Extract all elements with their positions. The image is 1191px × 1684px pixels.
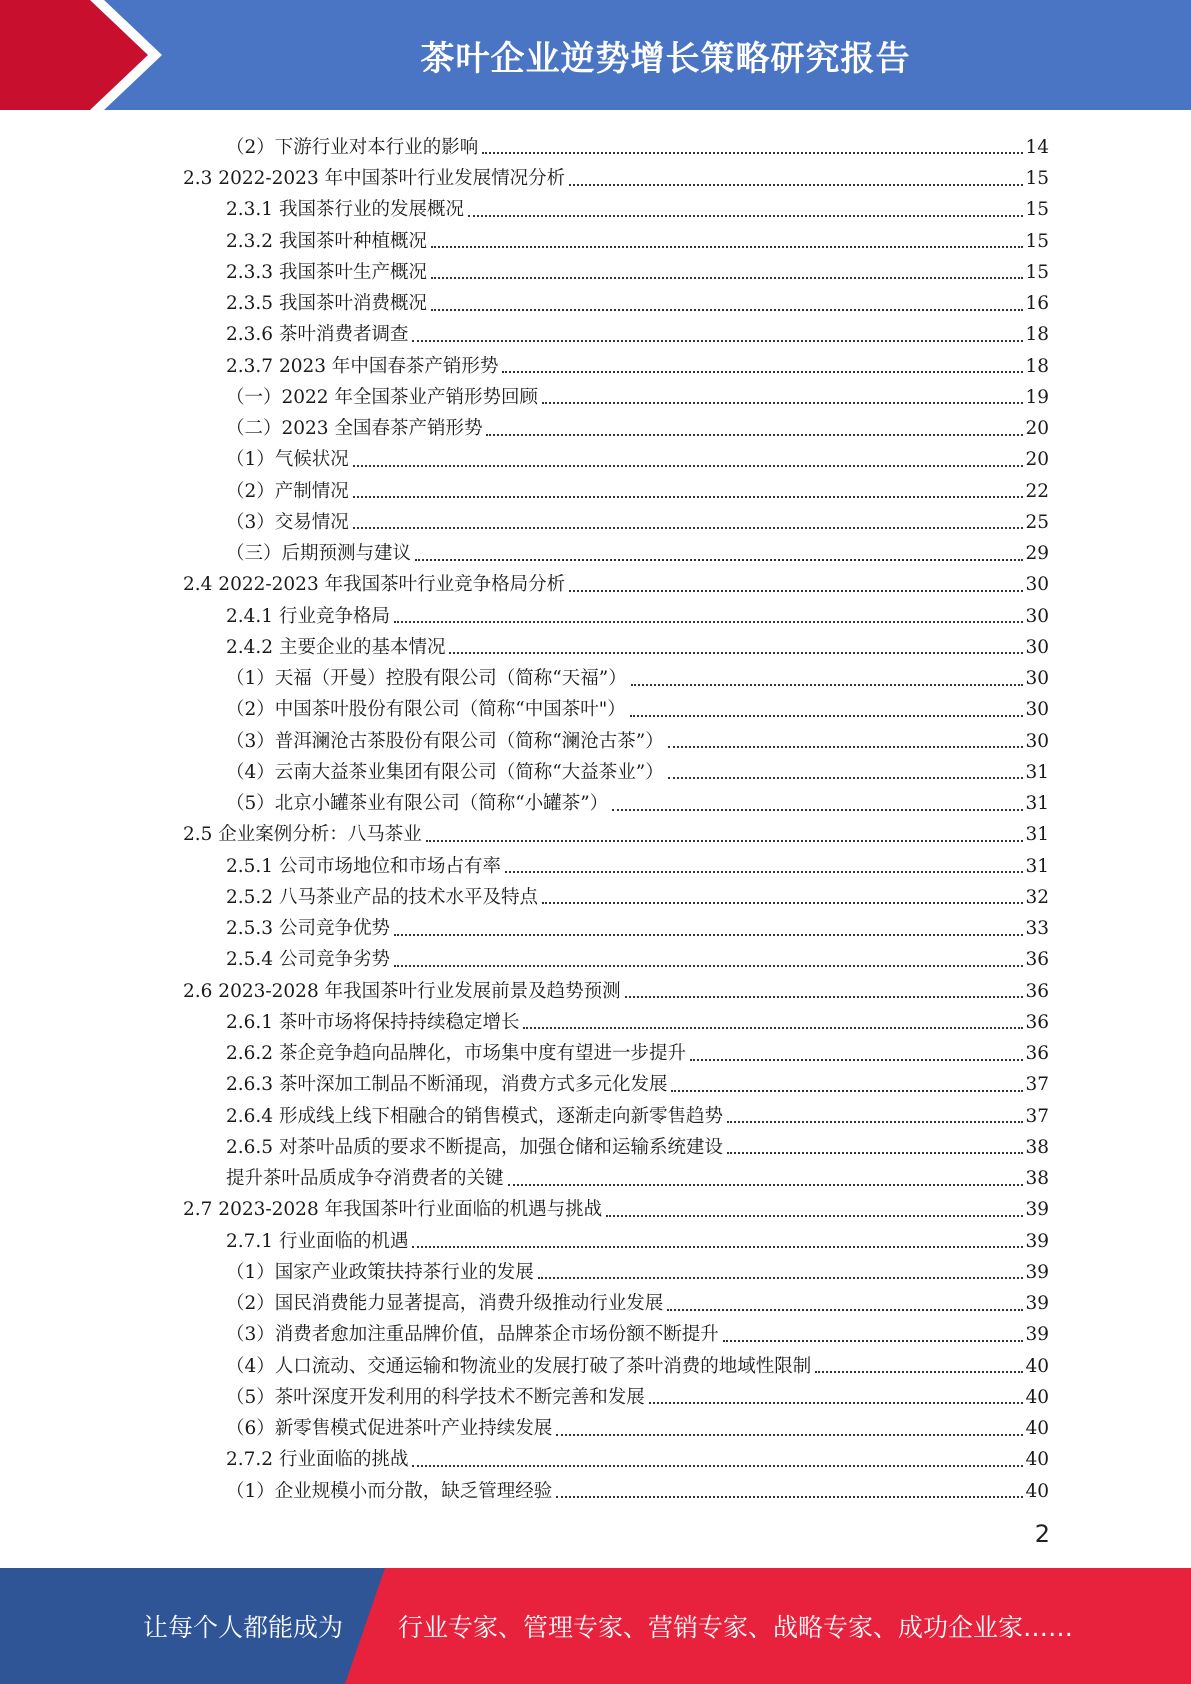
toc-entry [183, 1191, 1049, 1222]
toc-entry-label: 2.3.6 茶叶消费者调查 [226, 324, 409, 346]
toc-leader-dots [449, 652, 1023, 654]
toc-leader-dots [412, 1246, 1023, 1248]
toc-entry-label: 2.4 2022-2023 年我国茶叶行业竞争格局分析 [183, 574, 566, 596]
toc-entry [183, 409, 1049, 440]
toc-leader-dots [431, 277, 1023, 279]
toc-entry [183, 1441, 1049, 1472]
toc-leader-dots [625, 996, 1024, 998]
toc-leader-dots [394, 621, 1023, 623]
toc-entry [183, 597, 1049, 628]
toc-entry-page: 14 [1025, 136, 1049, 158]
toc-entry-label: 2.6.1 茶叶市场将保持持续稳定增长 [226, 1011, 520, 1033]
toc-entry [183, 1316, 1049, 1347]
toc-entry-label: 2.6.2 茶企竞争趋向品牌化，市场集中度有望进一步提升 [226, 1043, 686, 1064]
toc-leader-dots [667, 1309, 1023, 1311]
toc-entry-label: 提升茶叶品质成争夺消费者的关键 [226, 1168, 504, 1189]
toc-entry [183, 972, 1049, 1003]
toc-leader-dots [415, 559, 1023, 561]
toc-entry-page: 22 [1025, 480, 1049, 502]
toc-entry-label: （3）消费者愈加注重品牌价值，品牌茶企市场份额不断提升 [226, 1324, 719, 1346]
toc-entry [183, 191, 1049, 222]
toc-entry-label: 2.5.2 八马茶业产品的技术水平及特点 [226, 886, 538, 908]
toc-entry-page: 19 [1025, 386, 1049, 408]
toc-entry [183, 316, 1049, 347]
toc-entry-page: 31 [1025, 824, 1049, 846]
toc-entry-page: 36 [1025, 949, 1049, 971]
toc-entry-label: 2.7.1 行业面临的机遇 [226, 1230, 409, 1252]
toc-entry-page: 39 [1025, 1199, 1049, 1221]
toc-entry-page: 30 [1025, 574, 1049, 596]
toc-leader-dots [482, 152, 1023, 154]
toc-entry [183, 722, 1049, 753]
toc-entry-page: 31 [1025, 855, 1049, 877]
toc-entry [183, 284, 1049, 315]
toc-entry-label: （6）新零售模式促进茶叶产业持续发展 [226, 1418, 553, 1439]
toc-entry-page: 37 [1025, 1074, 1049, 1096]
toc-entry-label: 2.4.1 行业竞争格局 [226, 605, 390, 627]
toc-entry-label: （5）北京小罐茶业有限公司（简称“小罐茶”） [226, 793, 609, 814]
toc-entry-page: 32 [1025, 886, 1049, 908]
toc-entry-label: 2.3.1 我国茶行业的发展概况 [226, 199, 464, 221]
toc-entry-label: 2.7.2 行业面临的挑战 [226, 1449, 409, 1471]
toc-entry [183, 1128, 1049, 1159]
toc-leader-dots [556, 1434, 1023, 1436]
toc-entry [183, 222, 1049, 253]
toc-entry [183, 1253, 1049, 1284]
toc-entry [183, 847, 1049, 878]
toc-entry-label: （3）交易情况 [226, 511, 349, 533]
toc-leader-dots [668, 777, 1024, 779]
toc-leader-dots [431, 246, 1023, 248]
report-title: 茶叶企业逆势增长策略研究报告 [420, 38, 911, 79]
toc-entry-label: 2.5.1 公司市场地位和市场占有率 [226, 855, 501, 877]
toc-entry [183, 784, 1049, 815]
toc-entry [183, 1003, 1049, 1034]
page-footer [0, 1568, 1191, 1684]
toc-entry-label: 2.3.7 2023 年中国春茶产销形势 [226, 355, 499, 377]
toc-entry-page: 36 [1025, 980, 1049, 1002]
toc-leader-dots [412, 340, 1023, 342]
toc-entry [183, 753, 1049, 784]
toc-entry-page: 38 [1025, 1136, 1049, 1158]
toc-leader-dots [431, 309, 1023, 311]
toc-entry [183, 1347, 1049, 1378]
toc-leader-dots [508, 1184, 1024, 1186]
toc-entry-label: 2.6.3 茶叶深加工制品不断涌现，消费方式多元化发展 [226, 1074, 668, 1096]
toc-entry [183, 1034, 1049, 1065]
toc-entry [183, 941, 1049, 972]
toc-leader-dots [630, 715, 1024, 717]
toc-entry-page: 15 [1025, 261, 1049, 283]
toc-entry-label: 2.3.2 我国茶叶种植概况 [226, 230, 427, 252]
toc-leader-dots [631, 684, 1024, 686]
toc-entry [183, 534, 1049, 565]
toc-entry-page: 30 [1025, 605, 1049, 627]
toc-entry-label: （二）2023 全国春茶产销形势 [226, 418, 483, 439]
toc-leader-dots [569, 590, 1023, 592]
page-header [0, 0, 1191, 110]
toc-entry-label: （三）后期预测与建议 [226, 543, 412, 564]
toc-entry-label: 2.5.3 公司竞争优势 [226, 918, 390, 939]
toc-leader-dots [569, 184, 1023, 186]
toc-entry-page: 39 [1025, 1293, 1049, 1314]
toc-entry-label: 2.5.4 公司竞争劣势 [226, 949, 390, 971]
toc-entry [183, 503, 1049, 534]
toc-leader-dots [690, 1059, 1023, 1061]
toc-entry-page: 39 [1025, 1324, 1049, 1346]
toc-entry-label: （2）中国茶叶股份有限公司（简称“中国茶叶"） [226, 699, 626, 721]
toc-entry-page: 40 [1025, 1449, 1049, 1471]
toc-entry-page: 36 [1025, 1011, 1049, 1033]
toc-entry-label: （1）国家产业政策扶持茶行业的发展 [226, 1261, 534, 1283]
toc-entry-label: 2.6 2023-2028 年我国茶叶行业发展前景及趋势预测 [183, 980, 621, 1002]
toc-entry-page: 30 [1025, 699, 1049, 721]
toc-entry-page: 36 [1025, 1043, 1049, 1064]
toc-entry-page: 20 [1025, 418, 1049, 439]
toc-entry-label: 2.6.4 形成线上线下相融合的销售模式，逐渐走向新零售趋势 [226, 1105, 723, 1127]
toc-entry [183, 472, 1049, 503]
toc-leader-dots [353, 527, 1024, 529]
toc-entry-page: 18 [1025, 355, 1049, 377]
table-of-contents [183, 128, 1049, 1503]
toc-leader-dots [353, 465, 1024, 467]
toc-entry-page: 15 [1025, 230, 1049, 252]
toc-leader-dots [394, 965, 1023, 967]
toc-entry [183, 159, 1049, 190]
toc-entry [183, 253, 1049, 284]
toc-entry [183, 816, 1049, 847]
toc-entry [183, 628, 1049, 659]
toc-entry-label: （1）企业规模小而分散，缺乏管理经验 [226, 1480, 553, 1502]
toc-entry-label: （4）人口流动、交通运输和物流业的发展打破了茶叶消费的地域性限制 [226, 1355, 812, 1377]
toc-leader-dots [727, 1152, 1023, 1154]
toc-leader-dots [668, 746, 1024, 748]
toc-leader-dots [727, 1121, 1023, 1123]
toc-leader-dots [723, 1340, 1024, 1342]
toc-entry-page: 31 [1025, 761, 1049, 783]
toc-entry [183, 347, 1049, 378]
toc-entry-page: 18 [1025, 324, 1049, 346]
toc-entry-label: （4）云南大益茶业集团有限公司（简称“大益茶业”） [226, 761, 664, 783]
toc-leader-dots [542, 402, 1023, 404]
toc-entry-label: 2.4.2 主要企业的基本情况 [226, 636, 446, 658]
toc-entry [183, 441, 1049, 472]
toc-entry [183, 1472, 1049, 1503]
toc-leader-dots [649, 1402, 1024, 1404]
toc-entry [183, 128, 1049, 159]
toc-entry-label: （一）2022 年全国茶业产销形势回顾 [226, 386, 538, 408]
toc-entry [183, 691, 1049, 722]
toc-leader-dots [468, 215, 1023, 217]
toc-entry-page: 39 [1025, 1230, 1049, 1252]
toc-entry-page: 31 [1025, 793, 1049, 814]
toc-entry [183, 378, 1049, 409]
toc-entry [183, 1222, 1049, 1253]
toc-leader-dots [606, 1215, 1023, 1217]
toc-leader-dots [426, 840, 1024, 842]
toc-leader-dots [353, 496, 1024, 498]
toc-entry-label: （3）普洱澜沧古茶股份有限公司（简称“澜沧古茶”） [226, 730, 664, 752]
toc-entry [183, 1409, 1049, 1440]
toc-entry-page: 15 [1025, 199, 1049, 221]
toc-entry-label: （1）天福（开曼）控股有限公司（简称“天福”） [226, 668, 627, 689]
toc-entry-page: 16 [1025, 293, 1049, 314]
toc-entry [183, 566, 1049, 597]
toc-entry [183, 878, 1049, 909]
toc-entry [183, 909, 1049, 940]
toc-leader-dots [542, 902, 1023, 904]
toc-entry-page: 30 [1025, 730, 1049, 752]
toc-entry-page: 30 [1025, 636, 1049, 658]
toc-leader-dots [538, 1277, 1024, 1279]
footer-slogan-right: 行业专家、管理专家、营销专家、战略专家、成功企业家…… [398, 1613, 1074, 1642]
toc-leader-dots [671, 1090, 1023, 1092]
toc-entry [183, 1378, 1049, 1409]
toc-entry-label: 2.3.5 我国茶叶消费概况 [226, 293, 427, 314]
toc-entry-page: 40 [1025, 1355, 1049, 1377]
toc-entry [183, 1066, 1049, 1097]
toc-entry-label: 2.6.5 对茶叶品质的要求不断提高，加强仓储和运输系统建设 [226, 1136, 723, 1158]
toc-entry-page: 29 [1025, 543, 1049, 564]
toc-entry-label: （5）茶叶深度开发利用的科学技术不断完善和发展 [226, 1386, 645, 1408]
toc-leader-dots [502, 371, 1023, 373]
toc-leader-dots [486, 434, 1023, 436]
toc-entry-label: （2）下游行业对本行业的影响 [226, 136, 479, 158]
toc-entry [183, 1097, 1049, 1128]
toc-leader-dots [815, 1371, 1023, 1373]
toc-entry-page: 20 [1025, 449, 1049, 471]
toc-entry-page: 30 [1025, 668, 1049, 689]
toc-entry-page: 40 [1025, 1480, 1049, 1502]
toc-entry [183, 659, 1049, 690]
toc-entry-label: （2）国民消费能力显著提高，消费升级推动行业发展 [226, 1293, 664, 1314]
toc-entry-page: 37 [1025, 1105, 1049, 1127]
toc-entry [183, 1159, 1049, 1190]
toc-entry-label: （1）气候状况 [226, 449, 349, 471]
toc-leader-dots [394, 934, 1023, 936]
footer-slogan-left: 让每个人都能成为 [143, 1613, 344, 1642]
toc-entry-page: 15 [1025, 168, 1049, 189]
toc-entry-label: （2）产制情况 [226, 480, 349, 502]
toc-leader-dots [412, 1465, 1023, 1467]
toc-entry-page: 40 [1025, 1386, 1049, 1408]
toc-entry-page: 38 [1025, 1168, 1049, 1189]
toc-entry-page: 25 [1025, 511, 1049, 533]
toc-entry-label: 2.7 2023-2028 年我国茶叶行业面临的机遇与挑战 [183, 1199, 603, 1221]
toc-entry-page: 39 [1025, 1261, 1049, 1283]
toc-entry-label: 2.3.3 我国茶叶生产概况 [226, 261, 427, 283]
page-number: 2 [1034, 1520, 1050, 1548]
toc-leader-dots [556, 1496, 1023, 1498]
toc-entry-page: 40 [1025, 1418, 1049, 1439]
toc-entry-label: 2.5 企业案例分析：八马茶业 [183, 824, 422, 846]
toc-leader-dots [523, 1027, 1023, 1029]
toc-entry [183, 1284, 1049, 1315]
toc-leader-dots [505, 871, 1023, 873]
toc-entry-label: 2.3 2022-2023 年中国茶叶行业发展情况分析 [183, 168, 566, 189]
toc-leader-dots [612, 809, 1023, 811]
toc-entry-page: 33 [1025, 918, 1049, 939]
